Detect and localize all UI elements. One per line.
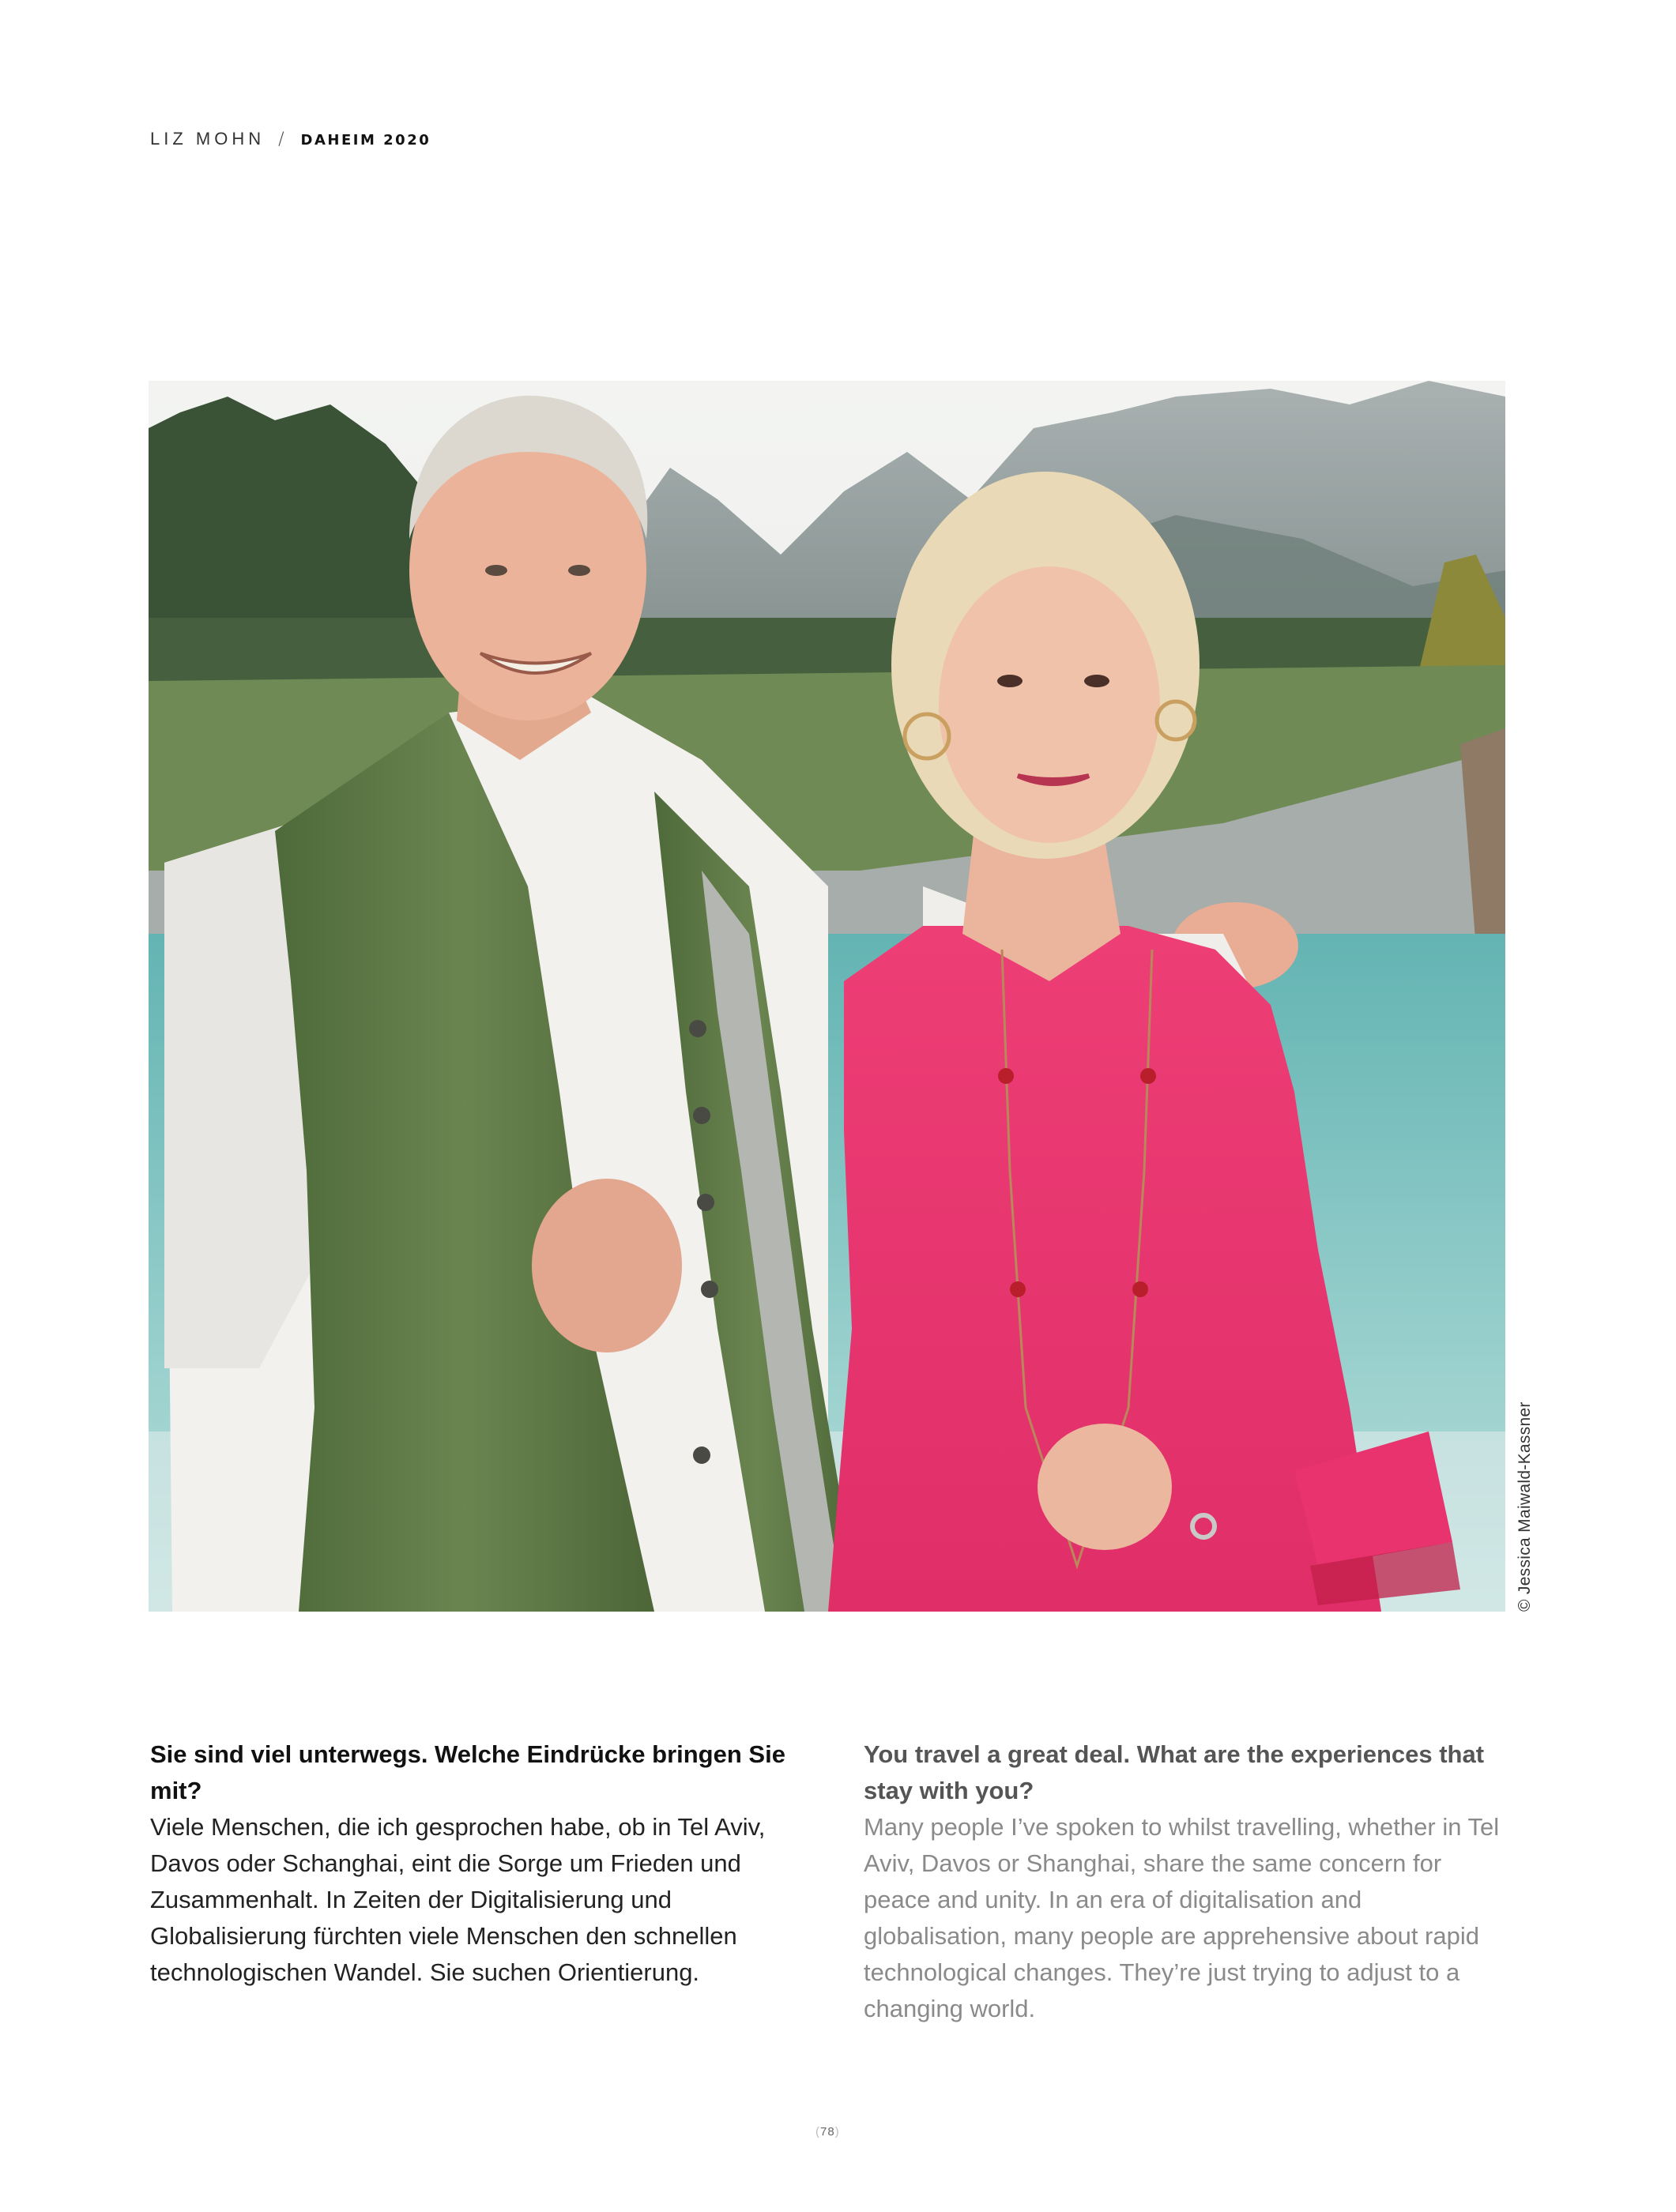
running-head-separator: /	[278, 130, 288, 149]
running-head-author: LIZ MOHN	[150, 129, 266, 149]
question-german: Sie sind viel unterwegs. Welche Eindrücke bringen Sie mit?	[150, 1740, 785, 1804]
column-german	[150, 1736, 790, 1991]
answer-english: Many people I’ve spoken to whilst travelling, whether in Tel Aviv, Davos or Shanghai, share the same concern for peace and unity. In an era of digitalisation and globalisation, many people are apprehensive about rapid technological changes. They’re just trying to adjust to a changing world.	[864, 1813, 1500, 2022]
portrait-photo	[149, 381, 1505, 1612]
running-head	[150, 129, 431, 149]
running-head-issue: DAHEIM 2020	[300, 132, 431, 149]
column-english	[864, 1736, 1504, 2027]
page-number-bracket-right: )	[834, 2125, 840, 2139]
answer-german: Viele Menschen, die ich gesprochen habe, ob in Tel Aviv, Davos oder Schanghai, eint die Sorge um Frieden und Zusammenhalt. In Zeiten der Digitalisierung und Globalisierung fürchten viele Menschen den schnellen technologischen Wandel. Sie suchen Orientierung.	[150, 1813, 766, 1986]
photo-credit: © Jessica Maiwald-Kassner	[1516, 1401, 1534, 1612]
page-number-bracket-left: (	[815, 2125, 820, 2139]
question-english: You travel a great deal. What are the experiences that stay with you?	[864, 1740, 1485, 1804]
page-number-value: 78	[820, 2125, 835, 2139]
page-number	[815, 2125, 840, 2139]
